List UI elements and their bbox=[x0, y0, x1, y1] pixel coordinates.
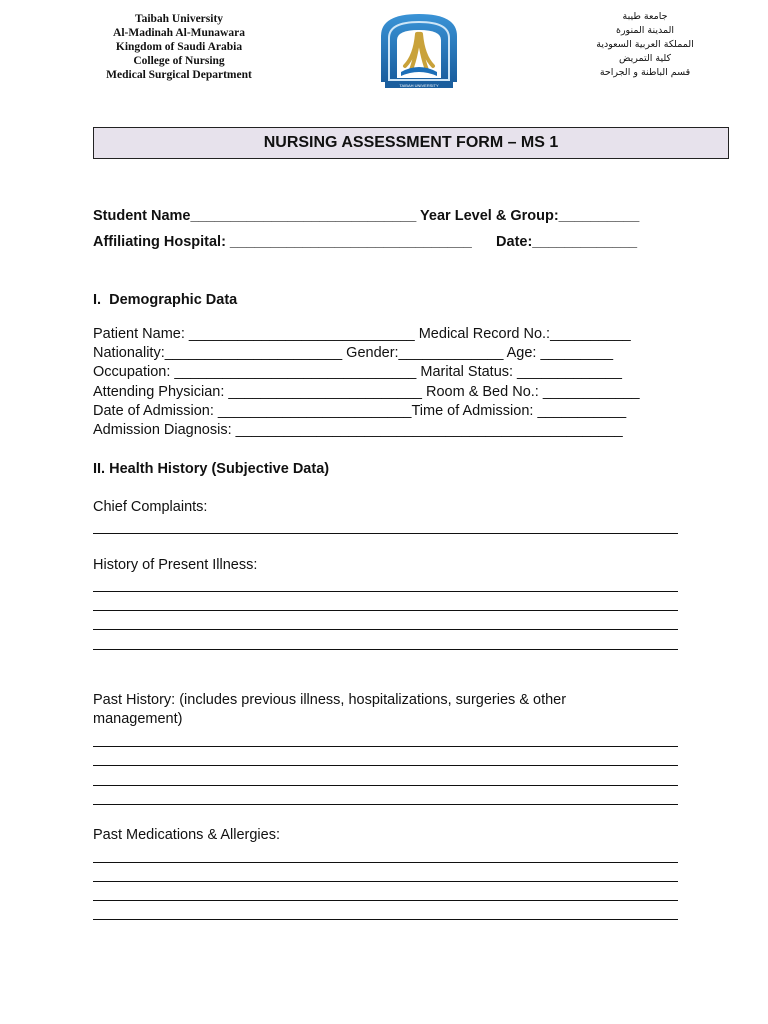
present-illness-line[interactable] bbox=[93, 591, 678, 592]
header-line-ar: كلية التمريض bbox=[618, 53, 672, 64]
medications-line[interactable] bbox=[93, 919, 678, 920]
nationality-field[interactable]: Nationality:______________________ Gender:_____________ Age: _________ bbox=[93, 345, 614, 361]
demographic-heading: I. Demographic Data bbox=[93, 292, 238, 308]
present-illness-line[interactable] bbox=[93, 610, 678, 611]
past-history-label-cont: management) bbox=[93, 711, 183, 727]
medications-allergies-label: Past Medications & Allergies: bbox=[93, 827, 280, 843]
chief-complaints-line[interactable] bbox=[93, 533, 678, 534]
present-illness-line[interactable] bbox=[93, 629, 678, 630]
present-illness-line[interactable] bbox=[93, 649, 678, 650]
student-name-field[interactable]: Student Name____________________________ Year Level & Group:__________ bbox=[93, 208, 640, 224]
header-line-ar: جامعة طيبة bbox=[622, 11, 668, 22]
past-history-line[interactable] bbox=[93, 785, 678, 786]
past-history-line[interactable] bbox=[93, 765, 678, 766]
header-line-ar: المملكة العربية السعودية bbox=[596, 39, 694, 50]
header-line-ar: قسم الباطنة و الجراحة bbox=[599, 67, 691, 78]
medications-line[interactable] bbox=[93, 862, 678, 863]
header-line: College of Nursing bbox=[133, 55, 225, 67]
admission-date-field[interactable]: Date of Admission: ________________________Time of Admission: ___________ bbox=[93, 403, 627, 419]
header-line: Kingdom of Saudi Arabia bbox=[115, 41, 243, 53]
logo-caption: TAIBAH UNIVERSITY bbox=[399, 83, 439, 88]
past-history-line[interactable] bbox=[93, 804, 678, 805]
past-history-label: Past History: (includes previous illness, hospitalizations, surgeries & other bbox=[93, 692, 567, 708]
present-illness-label: History of Present Illness: bbox=[93, 557, 258, 573]
header-line-ar: المدينة المنورة bbox=[615, 25, 674, 36]
medications-line[interactable] bbox=[93, 881, 678, 882]
header-line: Al-Madinah Al-Munawara bbox=[113, 27, 245, 39]
affiliating-hospital-field[interactable]: Affiliating Hospital: ______________________________ Date:_____________ bbox=[93, 234, 638, 250]
medications-line[interactable] bbox=[93, 900, 678, 901]
health-history-heading: II. Health History (Subjective Data) bbox=[93, 461, 330, 477]
occupation-field[interactable]: Occupation: ______________________________ Marital Status: _____________ bbox=[93, 364, 622, 380]
institution-header-ar bbox=[590, 10, 700, 80]
header-line: Taibah University bbox=[134, 13, 224, 25]
header-line: Medical Surgical Department bbox=[106, 69, 252, 81]
institution-header-en bbox=[94, 12, 264, 82]
patient-name-field[interactable]: Patient Name: ____________________________ Medical Record No.:__________ bbox=[93, 326, 631, 342]
admission-diagnosis-field[interactable]: Admission Diagnosis: ________________________________________________ bbox=[93, 422, 623, 438]
attending-physician-field[interactable]: Attending Physician: ________________________ Room & Bed No.: ____________ bbox=[93, 384, 640, 400]
form-title: NURSING ASSESSMENT FORM – MS 1 bbox=[93, 127, 729, 159]
university-logo-icon bbox=[375, 10, 463, 90]
past-history-line[interactable] bbox=[93, 746, 678, 747]
chief-complaints-label: Chief Complaints: bbox=[93, 499, 208, 515]
